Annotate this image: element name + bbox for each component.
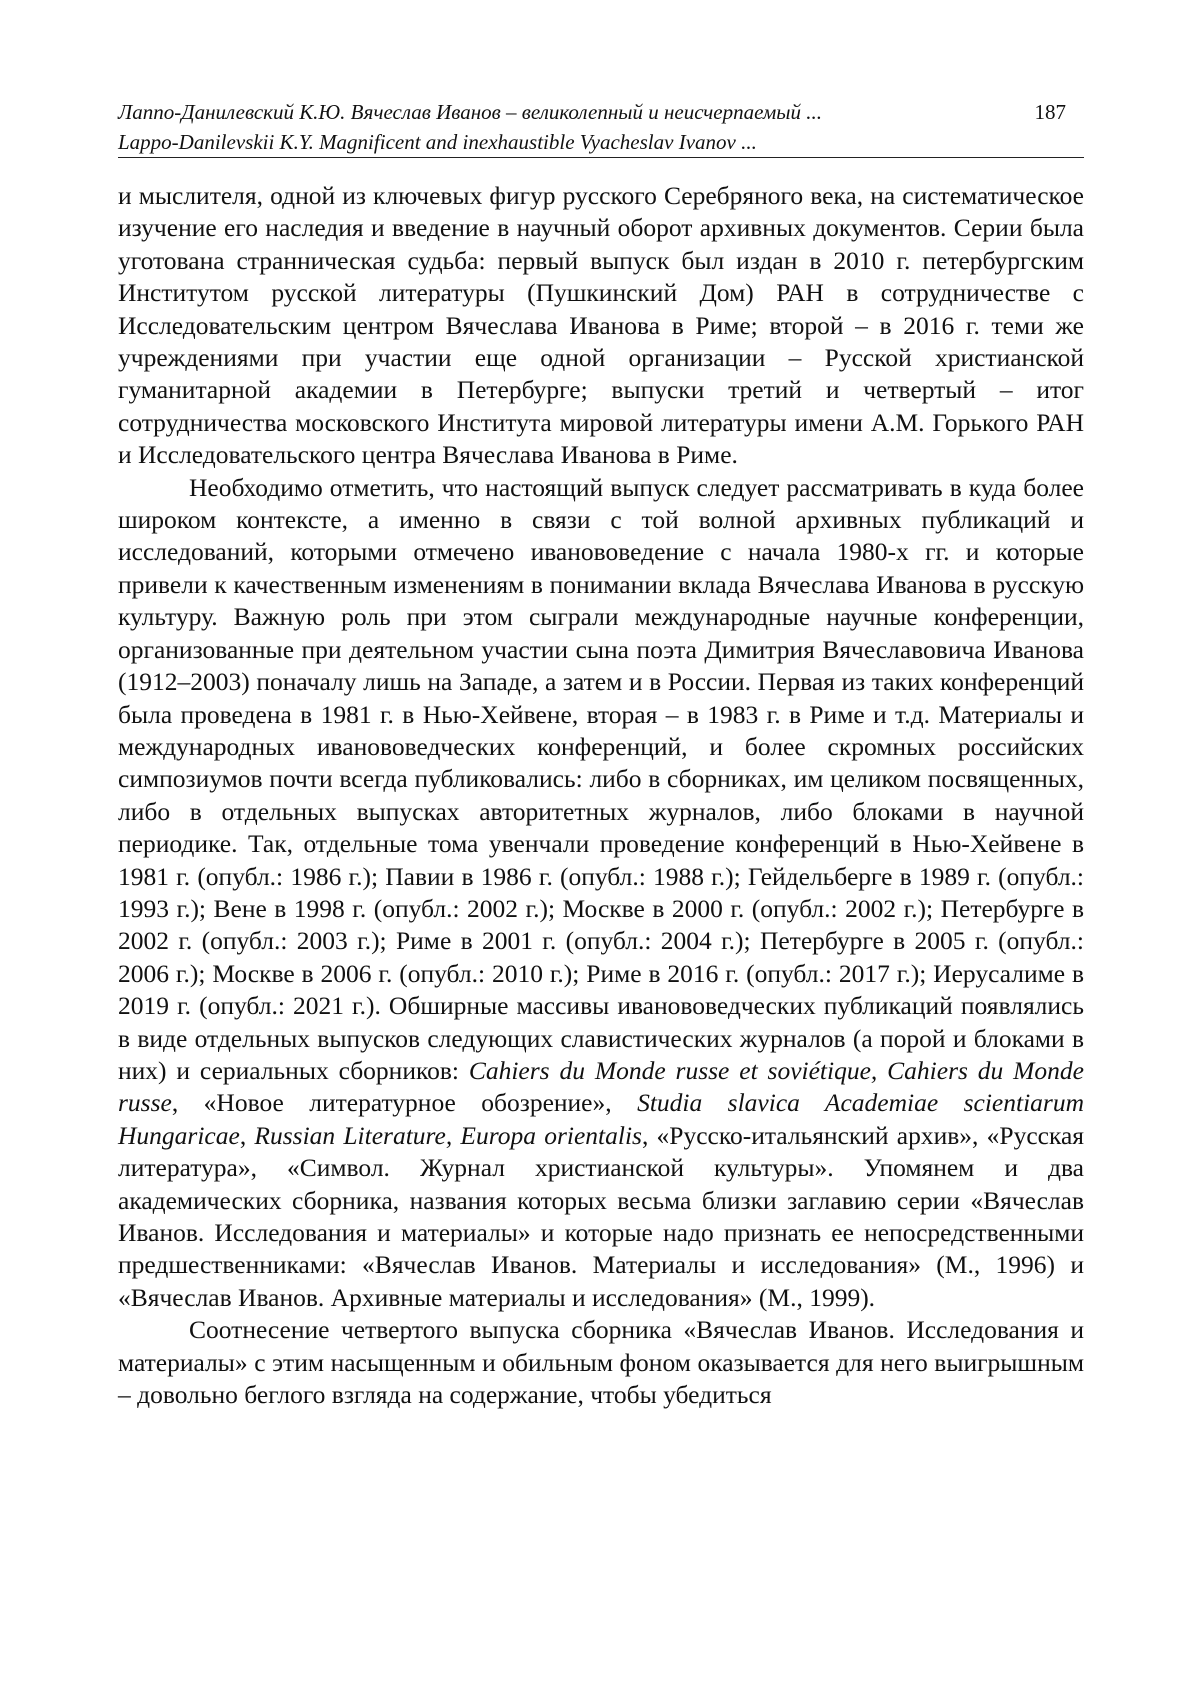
- page-number: 187: [1034, 100, 1066, 124]
- paragraph-2-text-b: , «Новое литературное обозрение»,: [171, 1088, 638, 1118]
- running-header-english: Lappo-Danilevskii K.Y. Magnificent and inexhaustible Vyacheslav Ivanov ...: [118, 130, 757, 154]
- paragraph-2-text-d: , «Русско-итальянский архив», «Русская литература», «Символ. Журнал христианской культуры». Упомянем и два академических сборника, названия которых весьма близки заглавию серии «Вячеслав Иванов. Исследования и материалы» и которые надо признать ее непосредственными предшественниками: «Вячеслав Иванов. Материалы и исследования» (М., 1996) и «Вячеслав Иванов. Архивные материалы и исследования» (М., 1999).: [118, 1120, 1085, 1312]
- paragraph-2-text-a: Необходимо отметить, что настоящий выпуск следует рассматривать в куда более широком контексте, а именно в связи с той волной архивных публикаций и исследований, которыми отмечено иванововедение с начала 1980-х гг. и которые привели к качественным изменениям в понимании вклада Вячеслава Иванова в русскую культуру. Важную роль при этом сыграли международные научные конференции, организованные при деятельном участии сына поэта Димитрия Вячеславовича Иванова (1912–2003) поначалу лишь на Западе, а затем и в России. Первая из таких конференций была проведена в 1981 г. в Нью-Хейвене, вторая – в 1983 г. в Риме и т.д. Материалы и международных иванововедческих конференций, и более скромных российских симпозиумов почти всегда публиковались: либо в сборниках, им целиком посвященных, либо в отдельных выпусках авторитетных журналов, либо блоками в научной периодике. Так, отдельные тома увенчали проведение конференций в Нью-Хейвене в 1981 г. (опубл.: 1986 г.); Павии в 1986 г. (опубл.: 1988 г.); Гейдельберге в 1989 г. (опубл.: 1993 г.); Вене в 1998 г. (опубл.: 2002 г.); Москве в 2000 г. (опубл.: 2002 г.); Петербурге в 2002 г. (опубл.: 2003 г.); Риме в 2001 г. (опубл.: 2004 г.); Петербурге в 2005 г. (опубл.: 2006 г.); Москве в 2006 г. (опубл.: 2010 г.); Риме в 2016 г. (опубл.: 2017 г.); Иерусалиме в 2019 г. (опубл.: 2021 г.). Обширные массивы иванововедческих публикаций появлялись в виде отдельных выпусков следующих славистических журналов (а порой и блоками в них) и сериальных сборников:: [118, 472, 1084, 1085]
- running-header: [118, 97, 1084, 157]
- paragraph-1: и мыслителя, одной из ключевых фигур русского Серебряного века, на систематическое изучение его наследия и введение в научный оборот архивных документов. Серии была уготована странническая судьба: первый выпуск был издан в 2010 г. петербургским Институтом русской литературы (Пушкинский Дом) РАН в сотрудничестве с Исследовательским центром Вячеслава Иванова в Риме; второй – в 2016 г. теми же учреждениями при участии еще одной организации – Русской христианской гуманитарной академии в Петербурге; выпуски третий и четвертый – итог сотрудничества московского Института мировой литературы имени А.М. Горького РАН и Исследовательского центра Вячеслава Иванова в Риме.: [118, 181, 1084, 470]
- running-header-russian: Лаппо-Данилевский К.Ю. Вячеслав Иванов – великолепный и неисчерпаемый ...: [118, 100, 823, 124]
- paragraph-2-italic-journal-titles-a: Cahiers du Monde russe et soviétique, Cahiers du Monde russe: [118, 1055, 1084, 1118]
- paragraph-2-text-c: ,: [239, 1120, 255, 1150]
- paragraph-2-italic-journal-titles-c: Russian Literature, Europa orientalis: [254, 1120, 642, 1150]
- paragraph-3: Соотнесение четвертого выпуска сборника «Вячеслав Иванов. Исследования и материалы» с этим насыщенным и обильным фоном оказывается для него выигрышным – довольно беглого взгляда на содержание, чтобы убедиться: [118, 1315, 1084, 1410]
- article-body: [118, 180, 1084, 1411]
- header-divider: [118, 157, 1084, 158]
- paragraph-2: [118, 472, 1084, 1315]
- paragraph-2-italic-journal-titles-b: Studia slavica Academiae scientiarum Hungaricae: [118, 1088, 1084, 1150]
